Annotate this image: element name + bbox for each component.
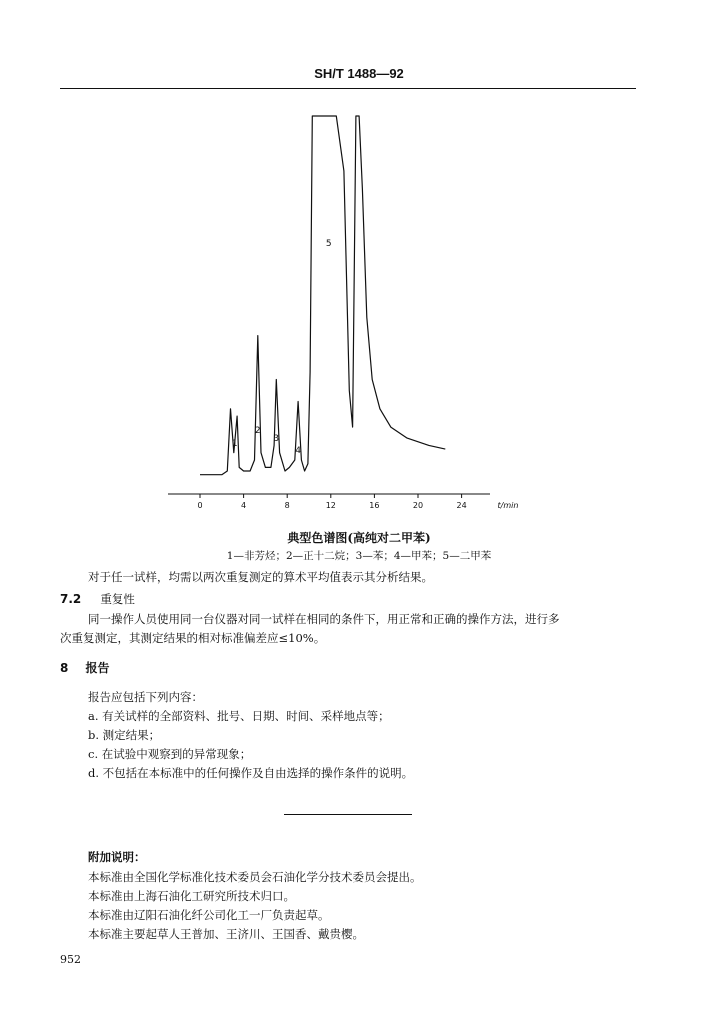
notes-title: 附加说明：	[88, 850, 146, 864]
signal-trace	[200, 116, 445, 475]
page-number: 952	[60, 953, 81, 966]
para-7-2-line1: 同一操作人员使用同一台仪器对同一试样在相同的条件下，用正常和正确的操作方法，进行多	[88, 612, 560, 626]
report-item-c: c. 在试验中观察到的异常现象；	[88, 747, 252, 761]
x-tick-label-16: 16	[369, 501, 380, 510]
peak-label-1: 1	[231, 439, 238, 449]
end-rule	[284, 814, 412, 815]
peak-label-2: 2	[254, 426, 261, 436]
section-8-number: 8	[60, 661, 69, 675]
chromatogram-peak-labels	[232, 239, 332, 456]
x-tick-label-12: 12	[325, 501, 336, 510]
para-7-2-line2: 次重复测定，其测定结果的相对标准偏差应≤10%。	[60, 631, 326, 645]
peak-label-3: 3	[273, 434, 280, 444]
standard-code-header: SH/T 1488—92	[314, 66, 404, 81]
peak-label-4: 4	[295, 446, 301, 456]
section-8-heading	[60, 657, 109, 676]
x-tick-label-8: 8	[284, 501, 290, 510]
notes-line-4: 本标准主要起草人王普加、王济川、王国香、戴贵樱。	[88, 927, 364, 941]
section-8-title: 报告	[85, 661, 110, 675]
report-item-a: a. 有关试样的全部资料、批号、日期、时间、采样地点等；	[88, 709, 390, 723]
section-7-2-heading	[60, 588, 135, 608]
notes-line-1: 本标准由全国化学标准化技术委员会石油化学分技术委员会提出。	[88, 870, 422, 884]
chromatogram-trace	[200, 116, 445, 475]
para-7-1-tail: 对于任一试样，均需以两次重复测定的算术平均值表示其分析结果。	[88, 570, 433, 584]
notes-line-2: 本标准由上海石油化工研究所技术归口。	[88, 889, 295, 903]
x-tick-label-0: 0	[197, 501, 203, 510]
report-item-b: b. 测定结果；	[88, 728, 161, 742]
figure-legend: 1—非芳烃；2—正十二烷；3—苯；4—甲苯；5—二甲苯	[226, 550, 492, 562]
chromatogram-axis	[168, 494, 518, 510]
x-tick-label-24: 24	[456, 501, 467, 510]
notes-line-3: 本标准由辽阳石油化纤公司化工一厂负责起草。	[88, 908, 330, 922]
peak-label-5: 5	[325, 239, 332, 249]
x-tick-label-20: 20	[412, 501, 424, 510]
figure-title: 典型色谱图(高纯对二甲苯)	[287, 531, 431, 545]
report-intro: 报告应包括下列内容：	[88, 690, 203, 704]
x-axis-label: t/min	[497, 501, 519, 510]
section-7-2-number: 7.2	[60, 592, 82, 606]
x-tick-label-4: 4	[241, 501, 247, 510]
report-item-d: d. 不包括在本标准中的任何操作及自由选择的操作条件的说明。	[88, 766, 414, 780]
section-7-2-title: 重复性	[100, 592, 135, 606]
